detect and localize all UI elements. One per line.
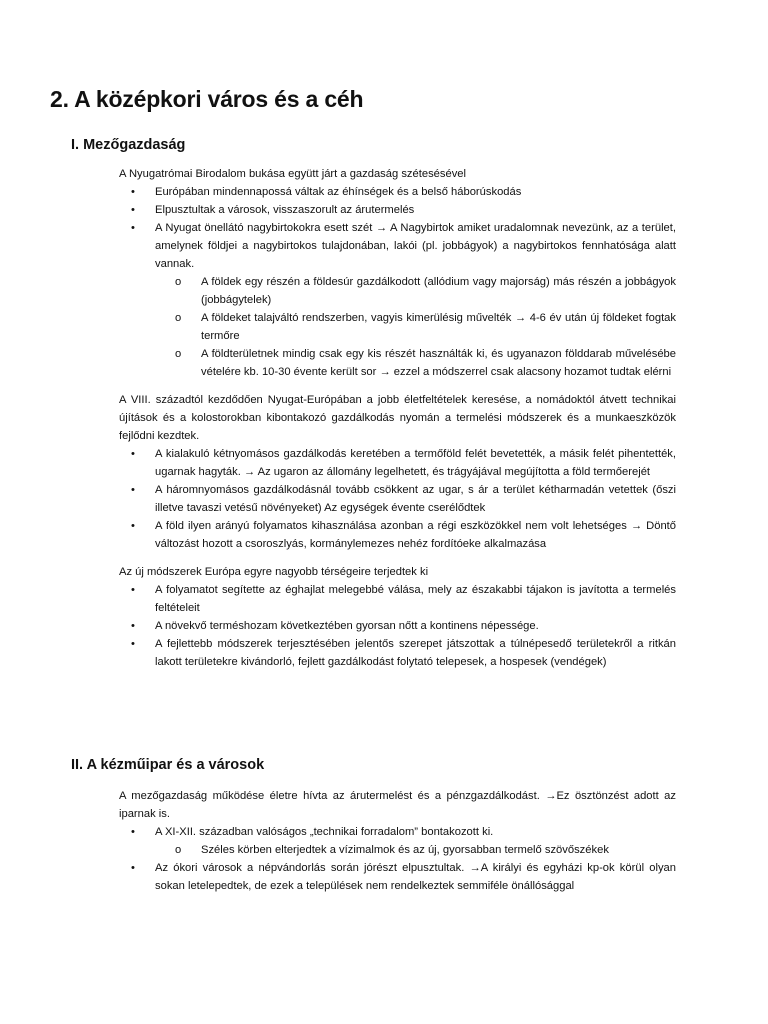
section-body-mezogazdasag — [119, 165, 676, 671]
bullet-item — [119, 617, 676, 635]
sub-bullet-marker: o — [175, 276, 182, 288]
bullet-text: Európában mindennapossá váltak az éhínségek és a belső háborúskodás — [155, 186, 522, 198]
bullet-marker: • — [131, 620, 135, 632]
bullet-item — [119, 581, 676, 617]
sub-bullet-item — [119, 273, 676, 309]
paragraph: A mezőgazdaság működése életre hívta az árutermelést és a pénzgazdálkodást. →Ez ösztönzést adott az iparnak is. — [119, 790, 676, 820]
bullet-item — [119, 481, 676, 517]
bullet-marker: • — [131, 484, 135, 496]
bullet-text: A föld ilyen arányú folyamatos kihasználása azonban a régi eszközökkel nem volt lehetséges → Döntő változást hozott a csoroszlyás, kormánylemezes nehéz fordítóeke alkalmazása — [155, 520, 676, 550]
section-heading-mezogazdasag: I. Mezőgazdaság — [71, 137, 186, 153]
bullet-marker: • — [131, 448, 135, 460]
bullet-marker: • — [131, 826, 135, 838]
bullet-text: Az ókori városok a népvándorlás során jórészt elpusztultak. →A királyi és egyházi kp-ok körül olyan sokan letelepedtek, de ezek a települések nem rendelkeztek semmiféle önállósággal — [155, 862, 676, 892]
paragraph: A Nyugatrómai Birodalom bukása együtt járt a gazdaság szétesésével — [119, 168, 467, 180]
sub-bullet-marker: o — [175, 844, 182, 856]
section-body-kezmuipar — [119, 787, 676, 895]
section-heading-kezmuipar: II. A kézműipar és a városok — [71, 757, 265, 773]
bullet-marker: • — [131, 638, 135, 650]
page-title: 2. A középkori város és a céh — [50, 86, 364, 112]
bullet-marker: • — [131, 862, 135, 874]
bullet-item — [119, 445, 676, 481]
bullet-marker: • — [131, 584, 135, 596]
sub-bullet-text: A földterületnek mindig csak egy kis részét használták ki, és ugyanazon földdarab művelésébe vételére kb. 10-30 évente került sor → ezzel a módszerrel csak alacsony hozamot tudtak elérni — [201, 348, 676, 378]
bullet-text: A kialakuló kétnyomásos gazdálkodás keretében a termőföld felét bevetették, a másik felét pihentették, ugarnak hagyták. → Az ugaron az állomány legelhetett, és trágyájával megújította a föld termőerejét — [155, 448, 676, 478]
paragraph: A VIII. századtól kezdődően Nyugat-Európában a jobb életfeltételek keresése, a nomádoktól átvett technikai újítások és a kolostorokban kibontakozó gazdálkodás nyomán a termelési módszerek és a munkaeszközök fejlődni kezdtek. — [119, 394, 676, 442]
bullet-text: A fejlettebb módszerek terjesztésében jelentős szerepet játszottak a túlnépesedő területekről a ritkán lakott területekre kivándorló, fejlett gazdálkodást folytató telepesek, a hospesek (vendégek) — [155, 638, 676, 668]
bullet-marker: • — [131, 186, 135, 198]
bullet-item — [119, 635, 676, 671]
bullet-item — [119, 219, 676, 273]
bullet-text: A háromnyomásos gazdálkodásnál tovább csökkent az ugar, s ár a terület kétharmadán vetettek (őszi illetve tavaszi vetésű növényeket) Az egységek évente cserélődtek — [155, 484, 676, 514]
bullet-text: A folyamatot segítette az éghajlat melegebbé válása, mely az északabbi tájakon is javította a termelés feltételeit — [155, 584, 676, 614]
bullet-marker: • — [131, 204, 135, 216]
bullet-item — [119, 201, 676, 219]
bullet-item — [119, 183, 676, 201]
bullet-marker: • — [131, 520, 135, 532]
sub-bullet-marker: o — [175, 348, 182, 360]
bullet-text: A XI-XII. században valóságos „technikai forradalom” bontakozott ki. — [155, 826, 494, 838]
sub-bullet-text: Széles körben elterjedtek a vízimalmok és az új, gyorsabban termelő szövőszékek — [201, 844, 609, 856]
sub-bullet-item — [119, 345, 676, 381]
bullet-text: A Nyugat önellátó nagybirtokokra esett szét → A Nagybirtok amiket uradalomnak nevezünk, az a terület, amelynek földjei a nagybirtokos tulajdonában, lakói (pl. jobbágyok) a nagybirtokos fennhatósága alatt vannak. — [155, 222, 676, 270]
paragraph: Az új módszerek Európa egyre nagyobb térségeire terjedtek ki — [119, 566, 429, 578]
sub-bullet-item — [119, 841, 676, 859]
bullet-text: Elpusztultak a városok, visszaszorult az árutermelés — [155, 204, 415, 216]
bullet-text: A növekvő terméshozam következtében gyorsan nőtt a kontinens népessége. — [155, 620, 539, 632]
bullet-item — [119, 823, 676, 841]
sub-bullet-text: A földek egy részén a földesúr gazdálkodott (allódium vagy majorság) más részén a jobbágyok (jobbágytelek) — [201, 276, 676, 306]
bullet-marker: • — [131, 222, 135, 234]
sub-bullet-text: A földeket talajváltó rendszerben, vagyis kimerülésig művelték → 4-6 év után új földeket fogtak termőre — [201, 312, 676, 342]
bullet-item — [119, 859, 676, 895]
sub-bullet-item — [119, 309, 676, 345]
bullet-item — [119, 517, 676, 553]
sub-bullet-marker: o — [175, 312, 182, 324]
